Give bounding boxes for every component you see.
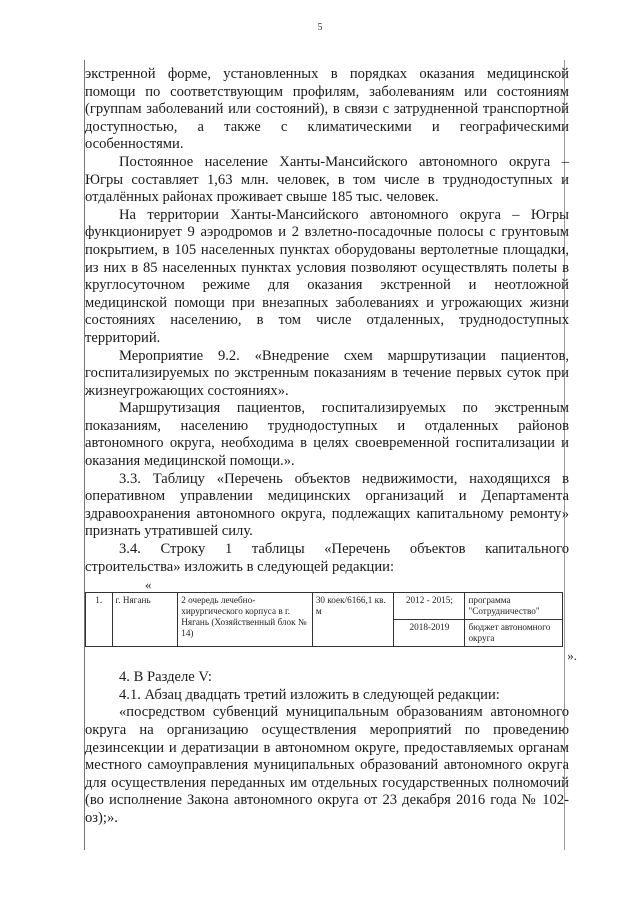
page-number: 5	[317, 22, 323, 33]
paragraph-3-3: 3.3. Таблицу «Перечень объектов недвижимости, находящихся в оперативном управлении медицинских организаций и Департамента здравоохранения автономного округа, подлежащих капитальному ремонту» признать утратившей силу.	[85, 470, 569, 540]
paragraph-routing: Маршрутизация пациентов, госпитализируемых по экстренным показаниям, населению труднодоступных и отдаленных районов автономного округа, необходима в целях своевременной госпитализации и оказания медицинской помощи.».	[85, 400, 569, 470]
paragraph-measure-9-2: Мероприятие 9.2. «Внедрение схем маршрутизации пациентов, госпитализируемых по экстренным показаниям в течение первых суток при жизнеугрожающих состояниях».	[85, 347, 569, 399]
cell-source-1: программа "Сотрудничество"	[465, 593, 563, 620]
cell-num: 1.	[86, 593, 113, 647]
cell-object: 2 очередь лечебно-хирургического корпуса в г. Нягань (Хозяйственный блок № 14)	[178, 593, 313, 647]
cell-period-2: 2018-2019	[394, 620, 465, 647]
paragraph-population: Постоянное население Ханты-Мансийского автономного округа – Югры составляет 1,63 млн. человек, в том числе в труднодоступных и отдалённых районах проживает свыше 185 тыс. человек.	[85, 153, 569, 206]
cell-period-1: 2012 - 2015;	[394, 593, 465, 620]
paragraph-1: экстренной форме, установленных в порядках оказания медицинской помощи по соответствующим профилям, заболеваниям или состояниям (группам заболеваний или состояний), в связи с затрудненной транспортной доступностью, а также с климатическими и географическими особенностями.	[85, 66, 569, 153]
paragraph-4-1: 4.1. Абзац двадцать третий изложить в следующей редакции:	[119, 686, 500, 703]
cell-city: г. Нягань	[112, 593, 178, 647]
paragraph-airfields: На территории Ханты-Мансийского автономного округа – Югры функционирует 9 аэродромов и 2 взлетно-посадочные полосы с грунтовым покрытием, в 105 населенных пунктах оборудованы вертолетные площадки, из них в 85 населенных пунктах условия позволяют осуществлять полеты в круглосуточном режиме для оказания экстренной и неотложной медицинской помощи при внезапных заболеваниях и угрожающих жизни состояниях населению, в том числе отдаленных, труднодоступных территорий.	[85, 206, 569, 346]
quote-open: «	[145, 577, 152, 593]
paragraph-section-4: 4. В Разделе V:	[119, 669, 212, 686]
paragraph-subventions: «посредством субвенций муниципальным образованиям автономного округа на организацию осуществления мероприятий по проведению дезинсекции и дератизации в автономном округе, предоставляемых органам местного самоуправления муниципальных образований автономного округа для осуществления переданных им отдельных государственных полномочий (во исполнение Закона автономного округа от 23 декабря 2016 года № 102-оз);».	[85, 704, 569, 826]
capital-construction-table	[85, 592, 563, 647]
cell-source-2: бюджет автономного округа	[465, 620, 563, 647]
paragraph-3-4: 3.4. Строку 1 таблицы «Перечень объектов капитального строительства» изложить в следующей редакции:	[85, 541, 569, 575]
table-row	[86, 593, 563, 620]
quote-close: ».	[567, 648, 577, 664]
document-body	[85, 66, 577, 828]
cell-capacity: 30 коек/6166,1 кв. м	[312, 593, 394, 647]
